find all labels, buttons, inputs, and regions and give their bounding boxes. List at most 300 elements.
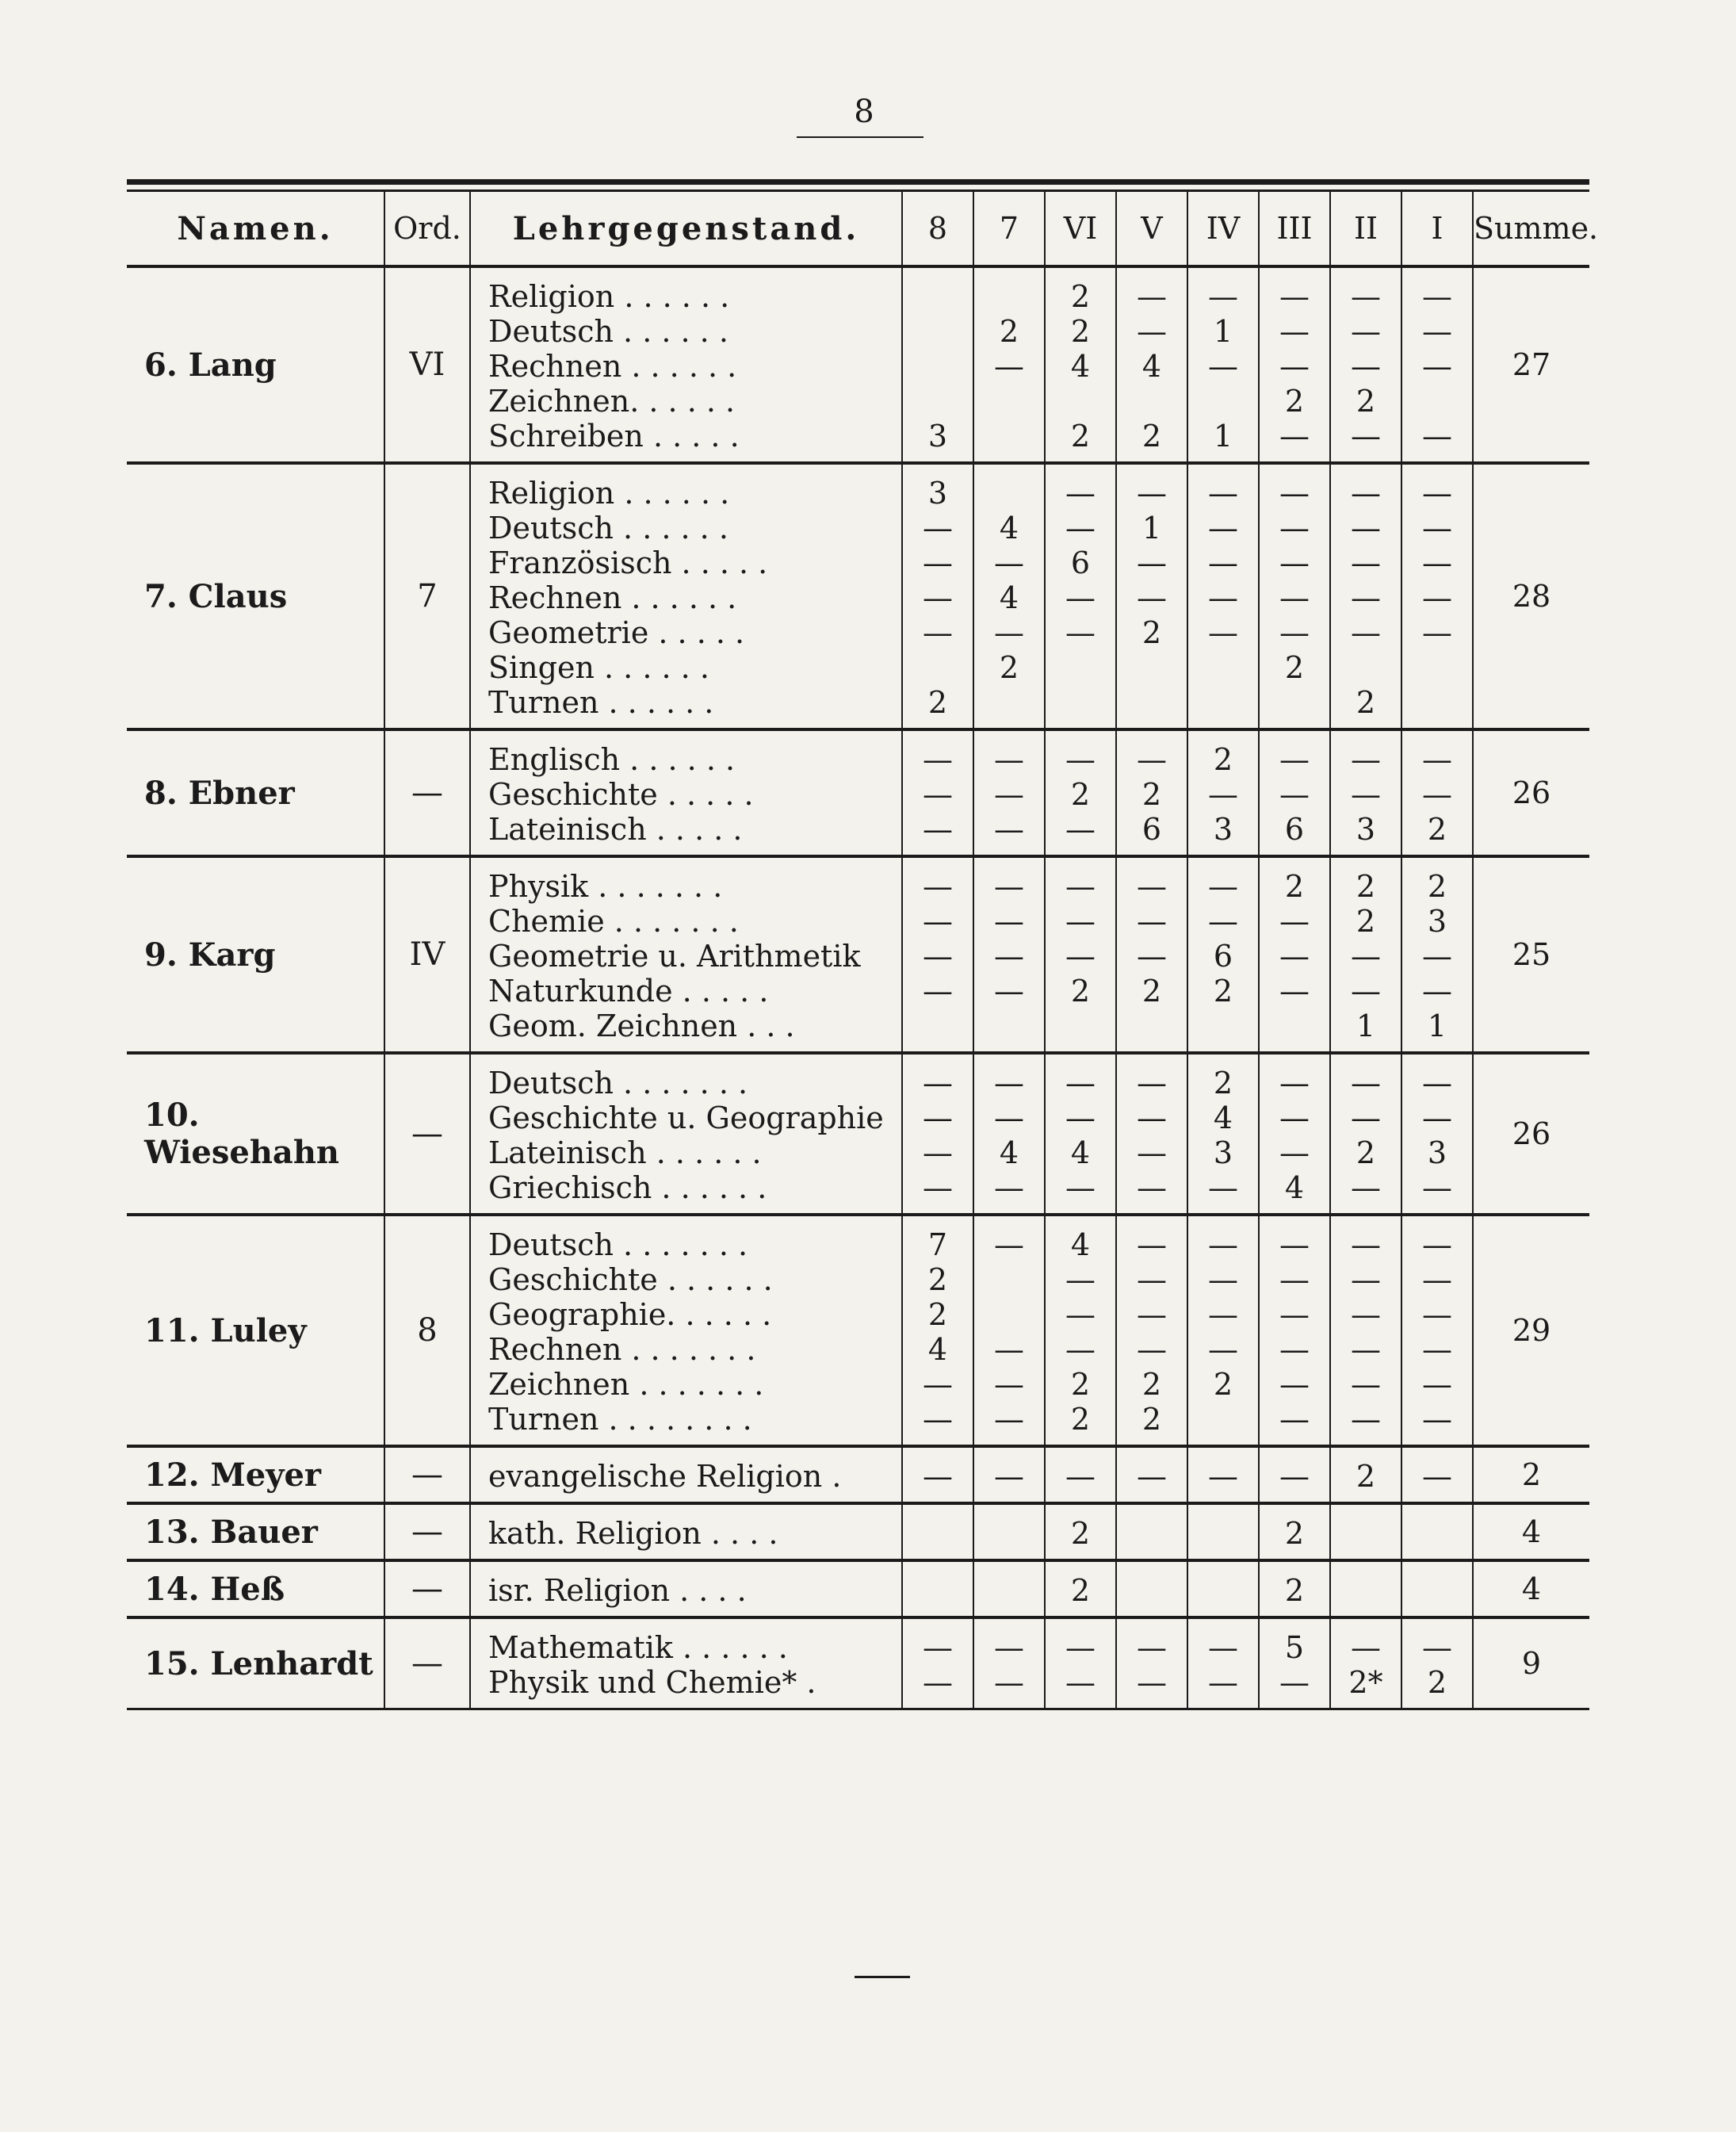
teacher-name	[127, 856, 384, 1053]
hours-cell: —	[1279, 476, 1310, 511]
hours-cell: —	[1422, 1459, 1452, 1494]
subject-list	[470, 1503, 902, 1560]
hours-cell: —	[923, 742, 953, 777]
hours-cell: —	[1351, 1367, 1381, 1402]
class-hours-column	[1045, 729, 1116, 856]
hours-cell: 4	[1213, 1100, 1233, 1135]
hours-cell: 3	[1427, 904, 1447, 939]
class-hours-column	[1187, 1560, 1259, 1617]
hours-cell: 7	[927, 1227, 948, 1262]
total-hours: 26	[1473, 1053, 1589, 1215]
hours-cell	[1117, 384, 1187, 419]
hours-cell: —	[923, 1665, 953, 1700]
class-hours-column	[1187, 856, 1259, 1053]
header-class: 7	[973, 192, 1045, 266]
hours-cell: —	[1422, 939, 1452, 974]
hours-cell: 6	[1070, 545, 1091, 580]
hours-cell: —	[1137, 1459, 1167, 1494]
subject-label: Physik . . . . . . .	[488, 869, 723, 904]
teacher-schedule-table-wrap	[127, 179, 1599, 1710]
hours-cell: —	[1208, 545, 1238, 580]
hours-cell: —	[923, 869, 953, 904]
teacher-name-text: 13. Bauer	[144, 1513, 318, 1551]
subject-label: Religion . . . . . .	[488, 476, 730, 511]
hours-cell: —	[1065, 904, 1096, 939]
hours-cell: —	[1208, 511, 1238, 545]
hours-cell	[1046, 685, 1115, 720]
hours-cell	[1188, 1516, 1258, 1551]
teacher-name	[127, 1503, 384, 1560]
hours-cell: —	[1351, 1402, 1381, 1437]
subject-label: Physik und Chemie* .	[488, 1665, 816, 1700]
total-hours: 27	[1473, 266, 1589, 463]
hours-cell: 2	[1284, 650, 1305, 685]
hours-cell: 2	[1070, 1367, 1091, 1402]
hours-cell: —	[923, 1459, 953, 1494]
class-hours-column	[1259, 266, 1330, 463]
teacher-row	[127, 856, 1589, 1053]
hours-cell: —	[1208, 1332, 1238, 1367]
class-hours-column	[1401, 856, 1473, 1053]
hours-cell: —	[1137, 580, 1167, 615]
hours-cell	[1117, 1573, 1187, 1608]
hours-cell: —	[1422, 545, 1452, 580]
hours-cell: —	[994, 1332, 1024, 1367]
class-hours-column	[1187, 463, 1259, 729]
ordinarius-class: 8	[384, 1215, 470, 1446]
subject-label: kath. Religion . . . .	[488, 1516, 778, 1551]
subject-label: Geschichte . . . . . .	[488, 1262, 773, 1297]
hours-cell: —	[1422, 1402, 1452, 1437]
header-class: I	[1401, 192, 1473, 266]
class-hours-column	[1187, 1503, 1259, 1560]
hours-cell: —	[1351, 742, 1381, 777]
teacher-row	[127, 1617, 1589, 1709]
hours-cell: —	[1351, 511, 1381, 545]
hours-cell: 2	[1070, 314, 1091, 349]
subject-label: Geographie. . . . . .	[488, 1297, 772, 1332]
hours-cell: —	[1422, 1100, 1452, 1135]
subject-list	[470, 1215, 902, 1446]
header-class: 8	[902, 192, 973, 266]
hours-cell: —	[1137, 1630, 1167, 1665]
hours-cell: —	[1065, 869, 1096, 904]
ordinarius-class: VI	[384, 266, 470, 463]
hours-cell: 2	[1356, 869, 1376, 904]
class-hours-column	[1259, 1446, 1330, 1503]
hours-cell	[1117, 1516, 1187, 1551]
hours-cell: —	[1351, 419, 1381, 454]
class-hours-column	[1116, 856, 1187, 1053]
class-hours-column	[1045, 1560, 1116, 1617]
hours-cell: —	[923, 545, 953, 580]
hours-cell: —	[1422, 742, 1452, 777]
hours-cell: —	[1065, 1262, 1096, 1297]
subject-label: Rechnen . . . . . .	[488, 580, 737, 615]
class-hours-column	[902, 729, 973, 856]
header-subject: Lehrgegenstand.	[470, 192, 902, 266]
class-hours-column	[1401, 729, 1473, 856]
hours-cell: —	[1065, 615, 1096, 650]
hours-cell: —	[1065, 939, 1096, 974]
total-hours: 26	[1473, 729, 1589, 856]
hours-cell: —	[1351, 545, 1381, 580]
subject-label: Zeichnen . . . . . . .	[488, 1367, 764, 1402]
hours-cell: —	[1279, 511, 1310, 545]
hours-cell: —	[1065, 1630, 1096, 1665]
subject-list	[470, 856, 902, 1053]
hours-cell: 3	[1213, 812, 1233, 847]
subject-label: Turnen . . . . . . . .	[488, 1402, 752, 1437]
hours-cell	[1117, 685, 1187, 720]
hours-cell: —	[1422, 1630, 1452, 1665]
class-hours-column	[1116, 1617, 1187, 1709]
hours-cell: —	[1208, 1665, 1238, 1700]
hours-cell	[903, 1516, 973, 1551]
hours-cell	[903, 349, 973, 384]
hours-cell: —	[1279, 1262, 1310, 1297]
class-hours-column	[1401, 1560, 1473, 1617]
class-hours-column	[1045, 266, 1116, 463]
teacher-row	[127, 1503, 1589, 1560]
hours-cell: —	[1208, 580, 1238, 615]
hours-cell: —	[1422, 314, 1452, 349]
hours-cell: —	[1137, 1665, 1167, 1700]
total-hours: 4	[1473, 1503, 1589, 1560]
hours-cell: —	[1351, 476, 1381, 511]
hours-cell: —	[1279, 1227, 1310, 1262]
class-hours-column	[902, 1446, 973, 1503]
hours-cell: —	[1065, 1665, 1096, 1700]
hours-cell: —	[1208, 615, 1238, 650]
class-hours-column	[973, 1215, 1045, 1446]
total-hours: 25	[1473, 856, 1589, 1053]
subject-list	[470, 463, 902, 729]
hours-cell: —	[994, 974, 1024, 1009]
subject-label: Lateinisch . . . . . .	[488, 1135, 762, 1170]
hours-cell	[903, 279, 973, 314]
hours-cell: 5	[1284, 1630, 1305, 1665]
hours-cell: —	[1137, 314, 1167, 349]
teacher-row	[127, 1053, 1589, 1215]
class-hours-column	[1259, 463, 1330, 729]
class-hours-column	[1401, 1446, 1473, 1503]
hours-cell: —	[1351, 974, 1381, 1009]
hours-cell: 2	[1070, 419, 1091, 454]
class-hours-column	[1116, 1215, 1187, 1446]
class-hours-column	[1116, 1446, 1187, 1503]
hours-cell: 2	[1070, 974, 1091, 1009]
hours-cell: 2	[1141, 419, 1162, 454]
teacher-name-text: 10. Wiesehahn	[144, 1097, 339, 1171]
teacher-name-text: 6. Lang	[144, 346, 277, 384]
header-class: II	[1330, 192, 1401, 266]
teacher-name-text: 12. Meyer	[144, 1456, 322, 1494]
hours-cell: —	[1279, 349, 1310, 384]
hours-cell: —	[1208, 279, 1238, 314]
teacher-name	[127, 1053, 384, 1215]
class-hours-column	[973, 266, 1045, 463]
hours-cell: —	[1351, 1332, 1381, 1367]
class-hours-column	[902, 1560, 973, 1617]
hours-cell: —	[1208, 869, 1238, 904]
header-class: III	[1259, 192, 1330, 266]
subject-list	[470, 729, 902, 856]
hours-cell: 1	[1213, 419, 1233, 454]
hours-cell	[903, 314, 973, 349]
class-hours-column	[1045, 463, 1116, 729]
header-name: Namen.	[127, 192, 384, 266]
hours-cell: —	[1351, 1100, 1381, 1135]
class-hours-column	[1116, 729, 1187, 856]
header-class: V	[1116, 192, 1187, 266]
hours-cell: —	[994, 545, 1024, 580]
hours-cell	[974, 384, 1044, 419]
hours-cell: —	[1065, 1100, 1096, 1135]
hours-cell: 1	[1213, 314, 1233, 349]
hours-cell: —	[1137, 904, 1167, 939]
hours-cell: 6	[1213, 939, 1233, 974]
hours-cell: 4	[999, 1135, 1019, 1170]
hours-cell: —	[994, 812, 1024, 847]
teacher-name-text: 9. Karg	[144, 936, 276, 974]
class-hours-column	[1330, 463, 1401, 729]
hours-cell: —	[994, 869, 1024, 904]
hours-cell: —	[1279, 742, 1310, 777]
class-hours-column	[1045, 1446, 1116, 1503]
hours-cell: 3	[1427, 1135, 1447, 1170]
hours-cell	[1331, 650, 1401, 685]
hours-cell	[903, 384, 973, 419]
hours-cell: —	[1422, 279, 1452, 314]
hours-cell: —	[994, 904, 1024, 939]
class-hours-column	[1045, 1053, 1116, 1215]
hours-cell: 2	[1213, 1367, 1233, 1402]
hours-cell: —	[923, 1170, 953, 1205]
class-hours-column	[1187, 1053, 1259, 1215]
hours-cell: —	[1422, 419, 1452, 454]
teacher-row	[127, 266, 1589, 463]
class-hours-column	[1045, 1503, 1116, 1560]
class-hours-column	[1330, 1617, 1401, 1709]
hours-cell: —	[1065, 476, 1096, 511]
hours-cell	[1402, 384, 1472, 419]
teacher-name-text: 11. Luley	[144, 1311, 307, 1349]
hours-cell: —	[1279, 1367, 1310, 1402]
hours-cell: —	[1137, 1262, 1167, 1297]
hours-cell: —	[1137, 742, 1167, 777]
teacher-name	[127, 1215, 384, 1446]
hours-cell: —	[994, 939, 1024, 974]
header-sum: Summe.	[1473, 192, 1589, 266]
hours-cell: —	[1137, 1100, 1167, 1135]
hours-cell: 1	[1427, 1009, 1447, 1043]
hours-cell: 6	[1141, 812, 1162, 847]
page-number-rule	[797, 136, 923, 138]
hours-cell: 2	[1141, 1367, 1162, 1402]
page-number: 8	[854, 94, 874, 130]
hours-cell: 3	[927, 476, 948, 511]
class-hours-column	[973, 856, 1045, 1053]
hours-cell	[1188, 650, 1258, 685]
hours-cell: —	[994, 1066, 1024, 1100]
class-hours-column	[1259, 1617, 1330, 1709]
hours-cell: —	[923, 1402, 953, 1437]
teacher-name	[127, 266, 384, 463]
class-hours-column	[1330, 1053, 1401, 1215]
subject-label: Rechnen . . . . . . .	[488, 1332, 756, 1367]
hours-cell: —	[923, 1100, 953, 1135]
subject-label: Naturkunde . . . . .	[488, 974, 769, 1009]
hours-cell: 2	[1427, 869, 1447, 904]
hours-cell: 2	[1427, 1665, 1447, 1700]
hours-cell: —	[923, 812, 953, 847]
class-hours-column	[1116, 266, 1187, 463]
subject-label: Geschichte . . . . .	[488, 777, 754, 812]
hours-cell: 2	[1356, 904, 1376, 939]
subject-label: Englisch . . . . . .	[488, 742, 736, 777]
hours-cell: —	[1422, 580, 1452, 615]
class-hours-column	[1330, 729, 1401, 856]
hours-cell: —	[923, 1630, 953, 1665]
class-hours-column	[1187, 729, 1259, 856]
class-hours-column	[1259, 856, 1330, 1053]
subject-label: Geom. Zeichnen . . .	[488, 1009, 795, 1043]
subject-label: Rechnen . . . . . .	[488, 349, 737, 384]
hours-cell: —	[994, 1402, 1024, 1437]
hours-cell: —	[1137, 279, 1167, 314]
hours-cell: 2	[1356, 685, 1376, 720]
hours-cell: —	[1279, 1459, 1310, 1494]
class-hours-column	[902, 1503, 973, 1560]
hours-cell	[974, 1573, 1044, 1608]
class-hours-column	[1116, 1053, 1187, 1215]
hours-cell: 2	[999, 314, 1019, 349]
hours-cell: —	[1422, 349, 1452, 384]
hours-cell: 4	[1284, 1170, 1305, 1205]
hours-cell: —	[994, 742, 1024, 777]
hours-cell: —	[1279, 314, 1310, 349]
hours-cell	[1188, 685, 1258, 720]
hours-cell: —	[1065, 1332, 1096, 1367]
hours-cell	[1188, 1573, 1258, 1608]
hours-cell: —	[1065, 1459, 1096, 1494]
header-class: VI	[1045, 192, 1116, 266]
hours-cell: —	[1137, 1332, 1167, 1367]
hours-cell: —	[1422, 1297, 1452, 1332]
hours-cell: —	[1279, 939, 1310, 974]
hours-cell: —	[994, 1227, 1024, 1262]
class-hours-column	[1330, 1503, 1401, 1560]
class-hours-column	[902, 1053, 973, 1215]
hours-cell: —	[1279, 545, 1310, 580]
hours-cell: 2	[1070, 777, 1091, 812]
hours-cell: —	[1279, 1100, 1310, 1135]
hours-cell: —	[1137, 1170, 1167, 1205]
hours-cell: —	[1351, 777, 1381, 812]
hours-cell	[1402, 650, 1472, 685]
total-hours: 28	[1473, 463, 1589, 729]
class-hours-column	[1187, 1215, 1259, 1446]
subject-list	[470, 1053, 902, 1215]
hours-cell	[1046, 650, 1115, 685]
hours-cell: —	[1422, 1367, 1452, 1402]
hours-cell: —	[1065, 1297, 1096, 1332]
class-hours-column	[1116, 1503, 1187, 1560]
hours-cell: —	[1279, 1066, 1310, 1100]
teacher-name	[127, 1446, 384, 1503]
subject-label: Geschichte u. Geographie	[488, 1100, 884, 1135]
ordinarius-class: —	[384, 1560, 470, 1617]
hours-cell: —	[1208, 904, 1238, 939]
class-hours-column	[1259, 1053, 1330, 1215]
hours-cell: 4	[1070, 1227, 1091, 1262]
subject-label: Deutsch . . . . . . .	[488, 1066, 748, 1100]
class-hours-column	[973, 1446, 1045, 1503]
ordinarius-class: —	[384, 1617, 470, 1709]
hours-cell: —	[1422, 511, 1452, 545]
ordinarius-class: 7	[384, 463, 470, 729]
ordinarius-class: —	[384, 729, 470, 856]
hours-cell: —	[1351, 1630, 1381, 1665]
ordinarius-class: —	[384, 1053, 470, 1215]
total-hours: 4	[1473, 1560, 1589, 1617]
subject-list	[470, 1446, 902, 1503]
class-hours-column	[1330, 1560, 1401, 1617]
class-hours-column	[1187, 1446, 1259, 1503]
subject-label: Griechisch . . . . . .	[488, 1170, 767, 1205]
class-hours-column	[1045, 1215, 1116, 1446]
ordinarius-class: IV	[384, 856, 470, 1053]
hours-cell: —	[994, 777, 1024, 812]
class-hours-column	[902, 856, 973, 1053]
class-hours-column	[902, 266, 973, 463]
class-hours-column	[1259, 1503, 1330, 1560]
subject-label: Französisch . . . . .	[488, 545, 768, 580]
header-ord: Ord.	[384, 192, 470, 266]
class-hours-column	[1401, 1215, 1473, 1446]
hours-cell: 2	[1356, 1135, 1376, 1170]
hours-cell	[1260, 685, 1329, 720]
total-hours: 29	[1473, 1215, 1589, 1446]
teacher-name	[127, 1617, 384, 1709]
subject-label: Schreiben . . . . .	[488, 419, 740, 454]
hours-cell	[1188, 384, 1258, 419]
hours-cell: —	[923, 1066, 953, 1100]
class-hours-column	[1401, 266, 1473, 463]
subject-list	[470, 1617, 902, 1709]
hours-cell: —	[1208, 1459, 1238, 1494]
hours-cell: —	[1065, 511, 1096, 545]
class-hours-column	[902, 1617, 973, 1709]
hours-cell: —	[1208, 349, 1238, 384]
hours-cell: 2	[1141, 615, 1162, 650]
subject-label: Religion . . . . . .	[488, 279, 730, 314]
hours-cell: —	[1137, 545, 1167, 580]
hours-cell: 1	[1141, 511, 1162, 545]
hours-cell: —	[1351, 1066, 1381, 1100]
hours-cell	[974, 1516, 1044, 1551]
teacher-row	[127, 1446, 1589, 1503]
hours-cell: 4	[927, 1332, 948, 1367]
teacher-row	[127, 1560, 1589, 1617]
hours-cell: 3	[927, 419, 948, 454]
class-hours-column	[1259, 1215, 1330, 1446]
hours-cell: —	[1422, 1262, 1452, 1297]
hours-cell	[1402, 1573, 1472, 1608]
hours-cell	[974, 1262, 1044, 1297]
hours-cell: 2*	[1348, 1665, 1383, 1700]
